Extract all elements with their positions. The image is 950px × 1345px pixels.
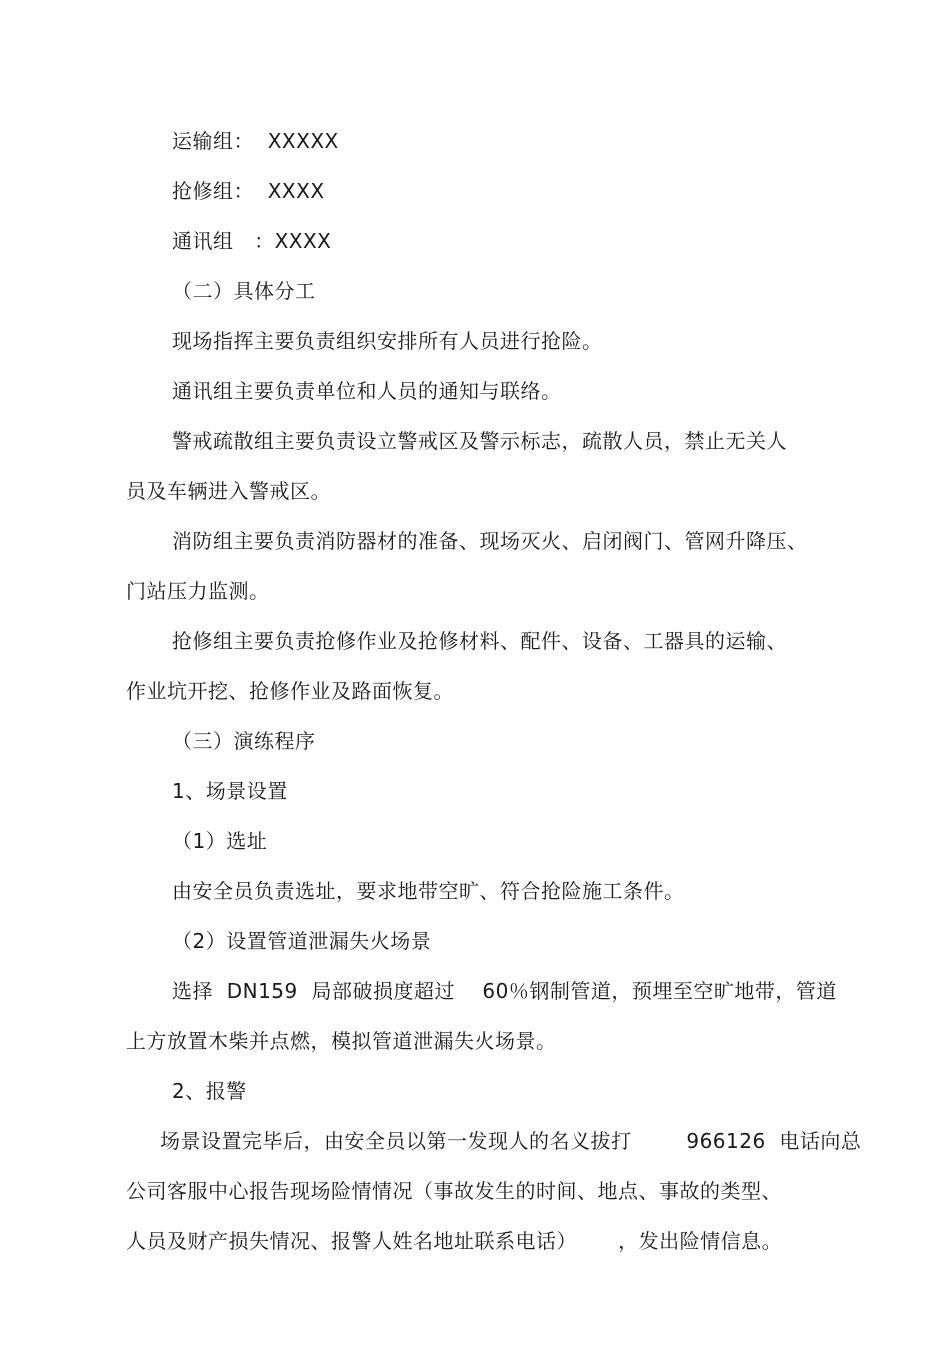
paragraph-line: 场景设置完毕后，由安全员以第一发现人的名义拔打 966126 电话向总 <box>160 1129 862 1153</box>
subheading-site-selection: （1）选址 <box>172 829 268 853</box>
subheading-scene-setup: 1、场景设置 <box>172 779 288 803</box>
subheading-alarm: 2、报警 <box>172 1079 247 1103</box>
paragraph-line: 选择 DN159 局部破损度超过 60％钢制管道，预埋至空旷地带，管道 <box>172 979 837 1003</box>
paragraph-line: 现场指挥主要负责组织安排所有人员进行抢险。 <box>172 329 603 353</box>
text-line-transport-group: 运输组： XXXXX <box>172 129 339 153</box>
paragraph-line: 警戒疏散组主要负责设立警戒区及警示标志，疏散人员，禁止无关人 <box>172 429 787 453</box>
paragraph-line: 人员及财产损失情况、报警人姓名地址联系电话） ，发出险情信息。 <box>126 1229 783 1253</box>
paragraph-line: 作业坑开挖、抢修作业及路面恢复。 <box>126 679 454 703</box>
paragraph-line: 消防组主要负责消防器材的准备、现场灭火、启闭阀门、管网升降压、 <box>172 529 808 553</box>
paragraph-line: 抢修组主要负责抢修作业及抢修材料、配件、设备、工器具的运输、 <box>172 629 787 653</box>
text-line-communication-group: 通讯组 ：XXXX <box>172 229 332 253</box>
paragraph-line: 由安全员负责选址，要求地带空旷、符合抢险施工条件。 <box>172 879 685 903</box>
paragraph-line: 通讯组主要负责单位和人员的通知与联络。 <box>172 379 562 403</box>
section-heading-division-of-labor: （二）具体分工 <box>172 279 316 303</box>
paragraph-line: 员及车辆进入警戒区。 <box>126 479 331 503</box>
paragraph-line: 门站压力监测。 <box>126 579 270 603</box>
paragraph-line: 公司客服中心报告现场险情情况（事故发生的时间、地点、事故的类型、 <box>126 1179 782 1203</box>
section-heading-drill-procedure: （三）演练程序 <box>172 729 316 753</box>
paragraph-line: 上方放置木柴并点燃，模拟管道泄漏失火场景。 <box>126 1029 557 1053</box>
text-line-repair-group: 抢修组： XXXX <box>172 179 325 203</box>
subheading-leak-fire-scene: （2）设置管道泄漏失火场景 <box>172 929 432 953</box>
